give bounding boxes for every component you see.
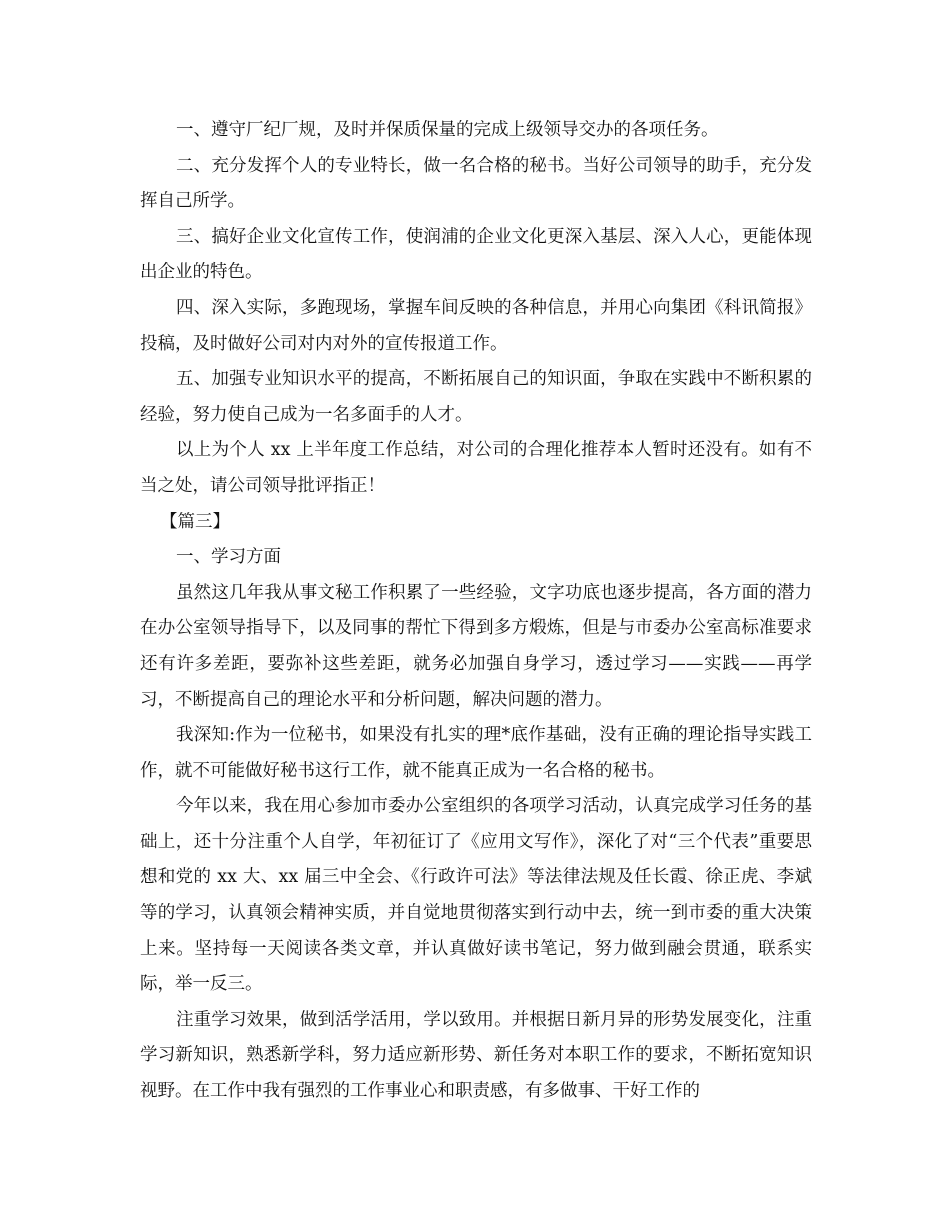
section-heading: 【篇三】 bbox=[160, 511, 230, 532]
subsection-heading: 一、学习方面 bbox=[176, 547, 281, 568]
paragraph-rule-1: 一、遵守厂纪厂规，及时并保质保量的完成上级领导交办的各项任务。 bbox=[176, 120, 719, 140]
paragraph-rule-5: 五、加强专业知识水平的提高，不断拓展自己的知识面，争取在实践中不断积累的经验，努力使自己成为一名多面手的人才。 bbox=[140, 369, 812, 425]
paragraph-rule-4: 四、深入实际，多跑现场，掌握车间反映的各种信息，并用心向集团《科讯简报》投稿，及时做好公司对内对外的宣传报道工作。 bbox=[140, 297, 812, 354]
paragraph-study-2: 我深知:作为一位秘书，如果没有扎实的理*底作基础，没有正确的理论指导实践工作，就不可能做好秘书这行工作，就不能真正成为一名合格的秘书。 bbox=[140, 725, 812, 781]
document-body bbox=[140, 113, 812, 1110]
paragraph-study-1: 虽然这几年我从事文秘工作积累了一些经验，文字功底也逐步提高，各方面的潜力在办公室领导指导下，以及同事的帮忙下得到多方煅炼，但是与市委办公室高标准要求还有许多差距，要弥补这些差距，就务必加强自身学习，透过学习——实践——再学习，不断提高自己的理论水平和分析问题，解决问题的潜力。 bbox=[140, 582, 812, 710]
paragraph-rule-3: 三、搞好企业文化宣传工作，使润浦的企业文化更深入基层、深入人心，更能体现出企业的特色。 bbox=[140, 226, 812, 283]
paragraph-study-3: 今年以来，我在用心参加市委办公室组织的各项学习活动，认真完成学习任务的基础上，还十分注重个人自学，年初征订了《应用文写作》，深化了对“三个代表”重要思想和党的 xx 大、xx 届三中全会、《行政许可法》等法律法规及任长霞、徐正虎、李斌等的学习，认真领会精神实质，并自觉地贯彻落实到行动中去，统一到市委的重大决策上来。坚持每一天阅读各类文章，并认真做好读书笔记，努力做到融会贯通，联系实际，举一反三。 bbox=[140, 796, 812, 995]
paragraph-summary: 以上为个人 xx 上半年度工作总结，对公司的合理化推荐本人暂时还没有。如有不当之处，请公司领导批评指正！ bbox=[140, 440, 812, 496]
paragraph-rule-2: 二、充分发挥个人的专业特长，做一名合格的秘书。当好公司领导的助手，充分发挥自己所学。 bbox=[140, 155, 812, 212]
paragraph-study-4: 注重学习效果，做到活学活用，学以致用。并根据日新月异的形势发展变化，注重学习新知识，熟悉新学科，努力适应新形势、新任务对本职工作的要求，不断拓宽知识视野。在工作中我有强烈的工作事业心和职责感，有多做事、干好工作的 bbox=[140, 1009, 812, 1102]
